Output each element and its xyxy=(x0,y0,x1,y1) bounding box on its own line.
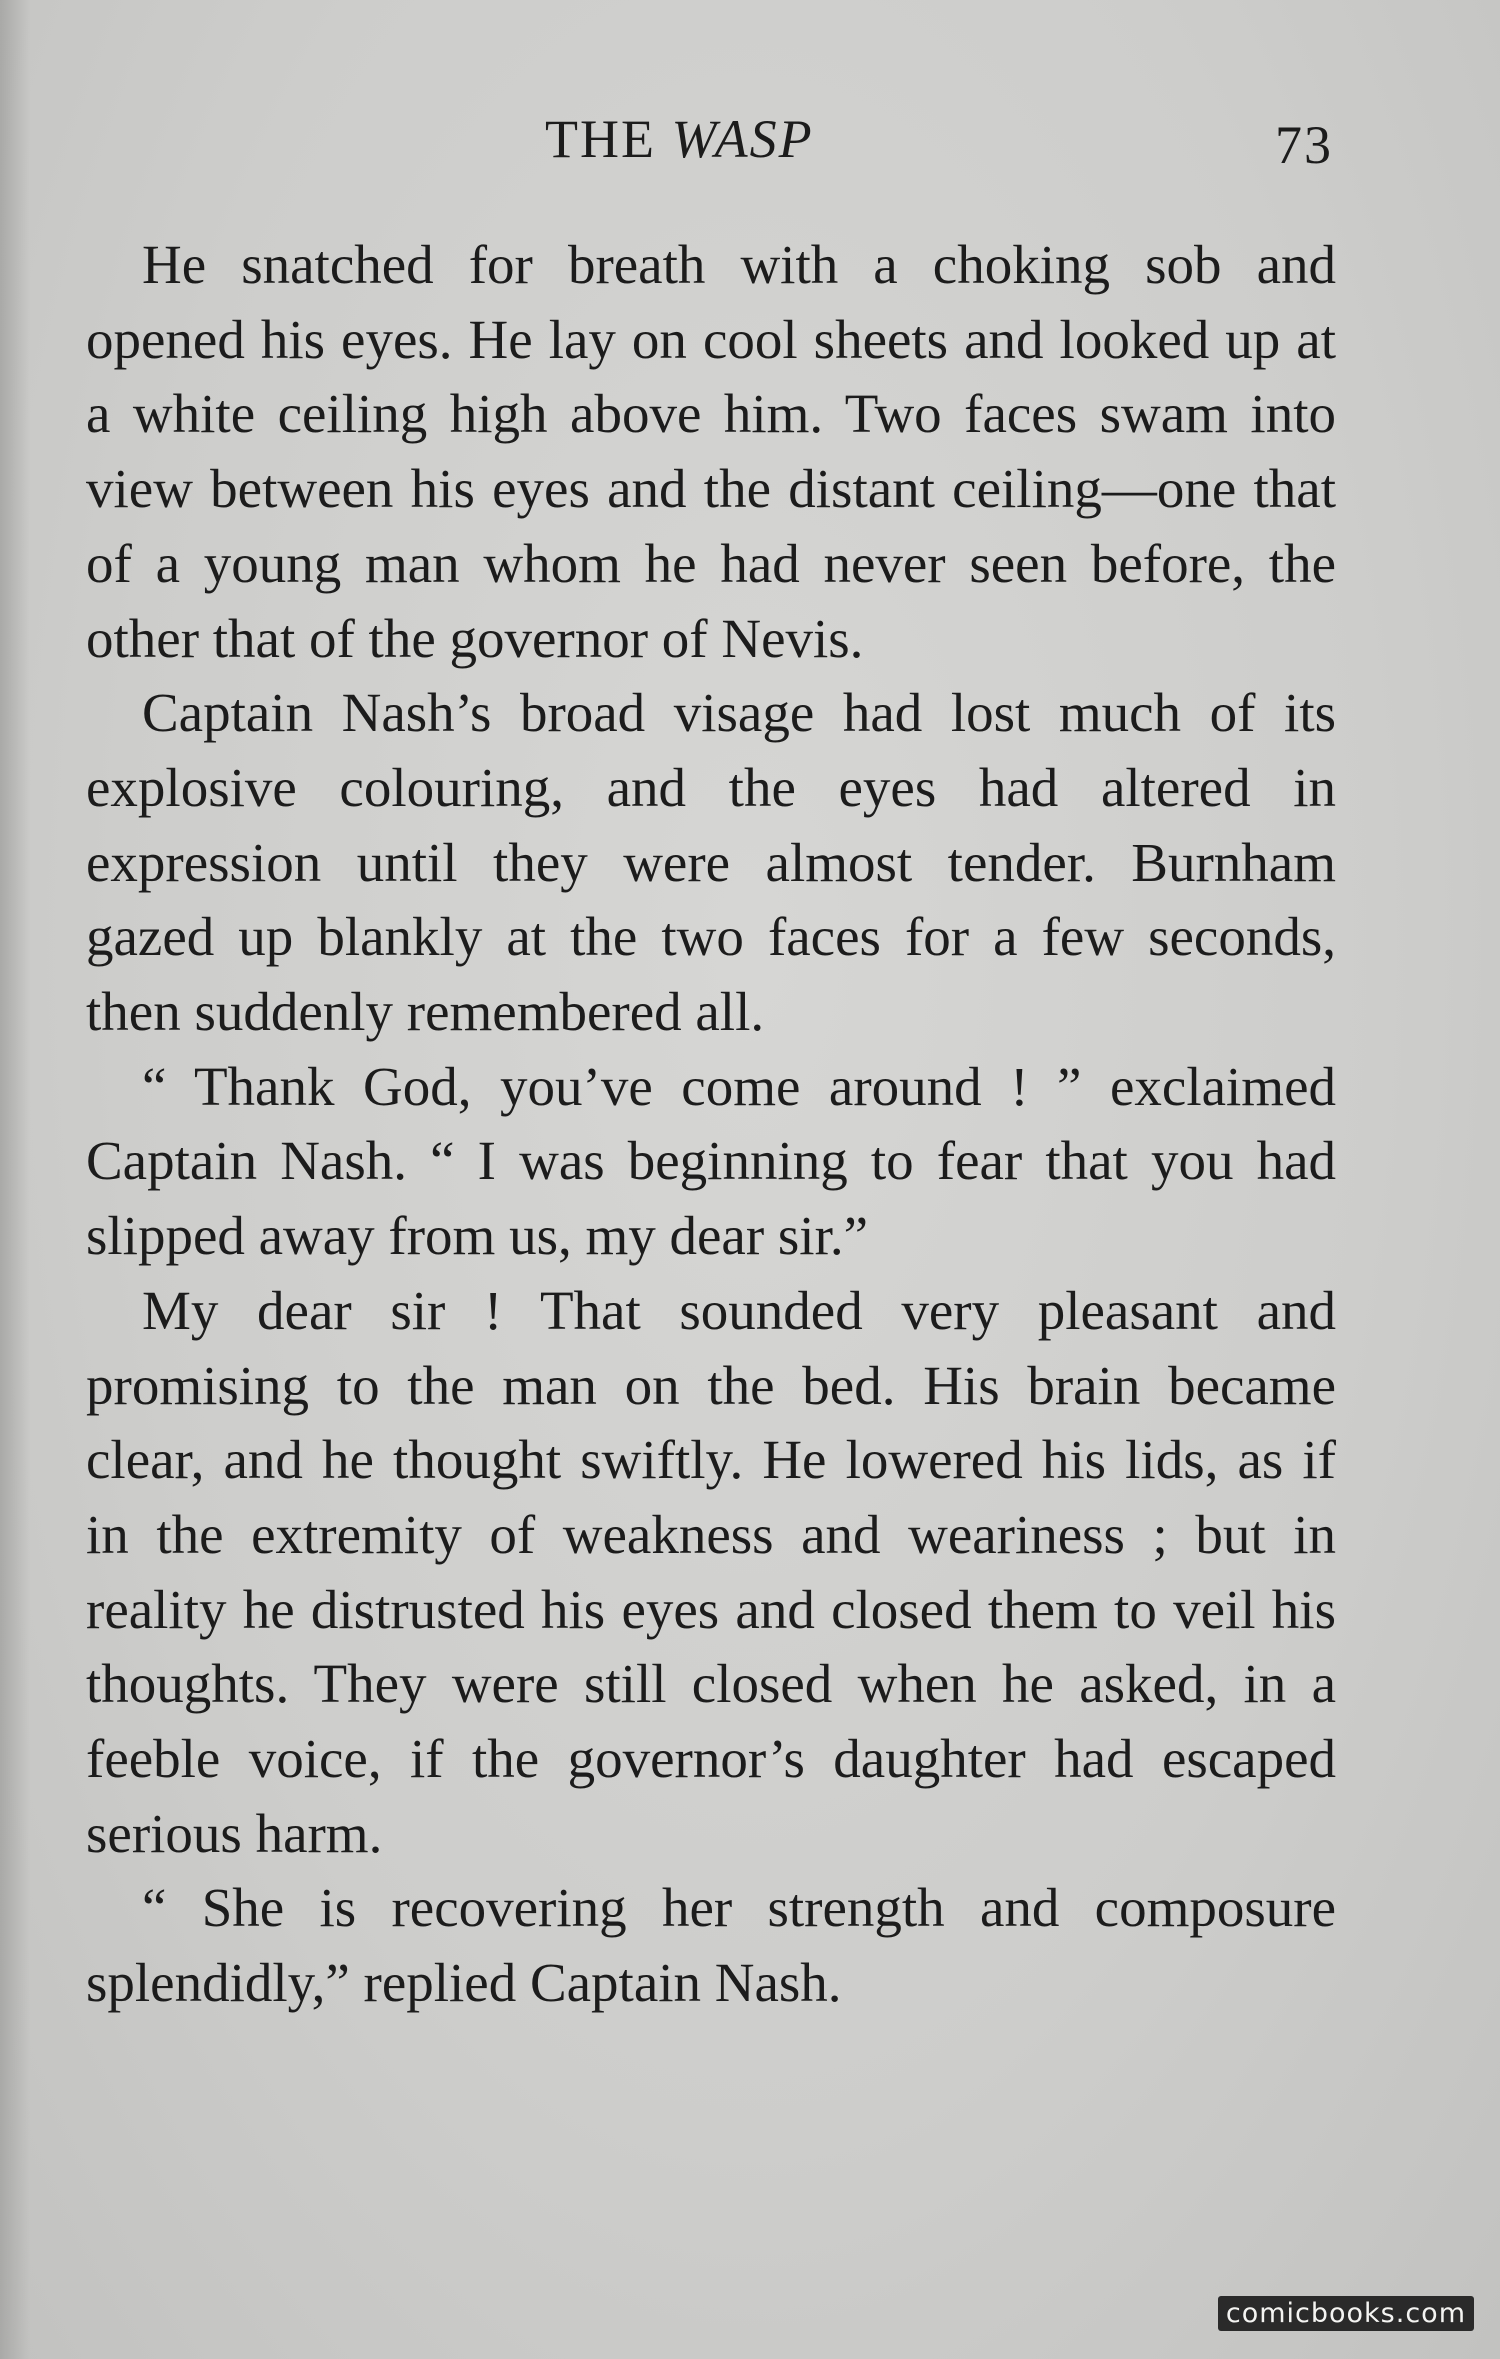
paragraph-2: Captain Nash’s broad visage had lost much of its explosive colouring, and the eyes had altered in expression until they were almost tender. Burnham gazed up blankly at the two faces for a few seconds, then suddenly remembered all. xyxy=(86,682,1336,1043)
running-head xyxy=(0,108,1500,188)
paragraph-1: He snatched for breath with a choking sob and opened his eyes. He lay on cool sheets and looked up at a white ceiling high above him. Two faces swam into view between his eyes and the distant ceiling—one that of a young man whom he had never seen before, the other that of the governor of Nevis. xyxy=(86,234,1336,669)
paragraph-3: “ Thank God, you’ve come around ! ” exclaimed Captain Nash. “ I was beginning to fear that you had slipped away from us, my dear sir.” xyxy=(86,1055,1336,1267)
paragraph-4: My dear sir ! That sounded very pleasant and promising to the man on the bed. His brain became clear, and he thought swiftly. He lowered his lids, as if in the extremity of weakness and weariness ; but in reality he distrusted his eyes and closed them to veil his thoughts. They were still closed when he asked, in a feeble voice, if the governor’s daughter had escaped serious harm. xyxy=(86,1279,1336,1864)
running-title-prefix: THE xyxy=(545,109,672,169)
watermark: comicbooks.com xyxy=(1218,2296,1474,2331)
page-number: 73 xyxy=(1275,115,1333,175)
body-text xyxy=(86,228,1336,2021)
spine-shadow xyxy=(0,0,30,2359)
paragraph-5: “ She is recovering her strength and composure splendidly,” replied Captain Nash. xyxy=(86,1877,1336,2014)
running-title xyxy=(545,108,814,170)
running-title-italic: WASP xyxy=(671,109,814,169)
